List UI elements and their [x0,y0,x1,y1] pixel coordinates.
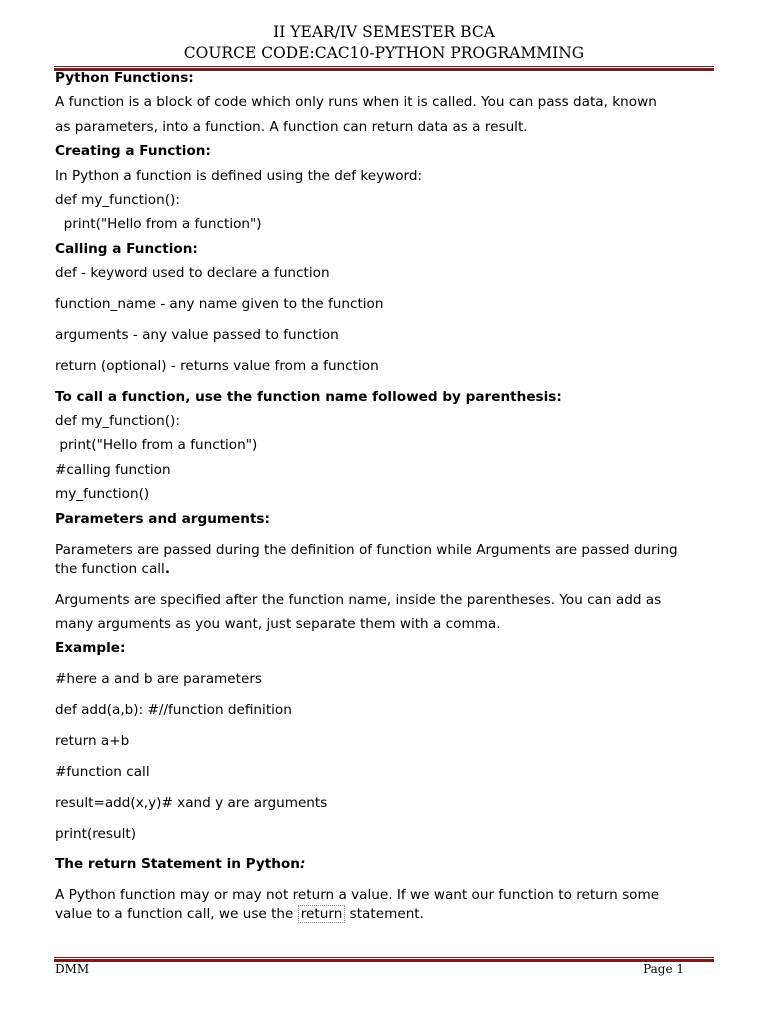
definition-return: return (optional) - returns value from a function [55,358,379,374]
heading-python-functions: Python Functions: [55,70,194,86]
footer-divider [54,957,714,962]
heading-to-call: To call a function, use the function name followed by parenthesis: [55,389,562,405]
header-line-2: COURCE CODE:CAC10-PYTHON PROGRAMMING [183,44,585,62]
intro-line-2: as parameters, into a function. A function can return data as a result. [55,119,528,135]
params-line-2-text: the function call [55,561,165,577]
heading-return-text: The return Statement in Python [55,856,300,872]
return-keyword: return [298,905,346,923]
args-line-1: Arguments are specified after the function name, inside the parentheses. You can add as [55,592,662,608]
return-line-2-pre: value to a function call, we use the [55,906,298,922]
example-line: #function call [55,764,150,780]
definition-function-name: function_name - any name given to the function [55,296,384,312]
example-line: print(result) [55,826,137,842]
creating-text: In Python a function is defined using the def keyword: [55,168,423,184]
return-line-2 [55,906,424,922]
heading-creating-function: Creating a Function: [55,143,211,159]
code-line: print("Hello from a function") [55,437,258,453]
intro-line-1: A function is a block of code which only runs when it is called. You can pass data, known [55,94,657,110]
example-line: def add(a,b): #//function definition [55,702,292,718]
heading-parameters-arguments: Parameters and arguments: [55,511,270,527]
header-line-1: II YEAR/IV SEMESTER BCA [273,23,495,41]
return-line-2-post: statement. [345,906,424,922]
code-line: #calling function [55,462,171,478]
params-line-2-dot: . [164,561,171,577]
example-line: #here a and b are parameters [55,671,262,687]
params-line-1: Parameters are passed during the definition of function while Arguments are passed during [55,542,678,558]
code-line: def my_function(): [55,192,180,208]
definition-def: def - keyword used to declare a function [55,265,330,281]
code-line: my_function() [55,486,150,502]
page-header [0,22,768,64]
heading-calling-function: Calling a Function: [55,241,198,257]
code-line: def my_function(): [55,413,180,429]
heading-return-colon: : [299,856,306,872]
page-number: Page 1 [643,962,684,976]
code-line: print("Hello from a function") [55,216,262,232]
example-line: return a+b [55,733,130,749]
params-line-2 [55,561,170,577]
example-line: result=add(x,y)# xand y are arguments [55,795,328,811]
return-line-1: A Python function may or may not return a value. If we want our function to return some [55,887,660,903]
heading-example: Example: [55,640,126,656]
heading-return-statement [55,856,305,872]
args-line-2: many arguments as you want, just separate them with a comma. [55,616,501,632]
definition-arguments: arguments - any value passed to function [55,327,339,343]
footer-author: DMM [55,962,90,976]
